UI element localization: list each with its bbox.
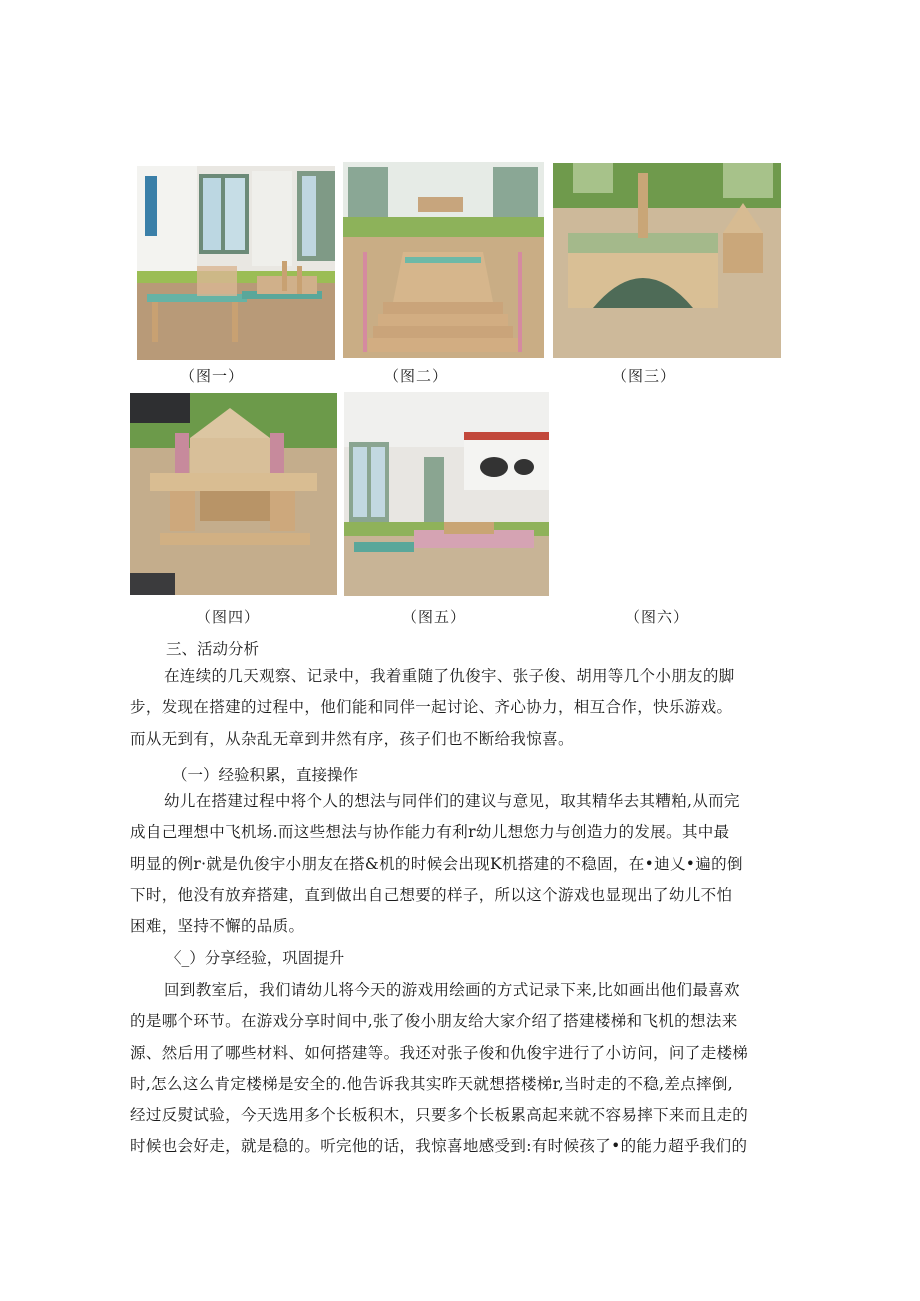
sub2-line: 时候也会好走，就是稳的。听完他的话，我惊喜地感受到:有时候孩了•的能力超乎我们的	[130, 1137, 748, 1156]
sub1-line: 下时，他没有放弃搭建，直到做出自己想要的样子，所以这个游戏也显现出了幼儿不怕	[130, 885, 733, 904]
figure-1-caption: （图一）	[180, 367, 245, 385]
sub1-line: 明显的例r·就是仇俊宇小朋友在搭&机的时候会出现K机搭建的不稳固，在•迪乂•遍的倒	[130, 854, 743, 873]
sub1-line: 成自己理想中飞机场.而这些想法与协作能力有利r幼儿想您力与创造力的发展。其中最	[130, 823, 730, 842]
intro-line: 而从无到有，从杂乱无章到井然有序，孩子们也不断给我惊喜。	[130, 729, 574, 748]
figure-2-caption: （图二）	[384, 367, 449, 385]
figure-1-photo	[137, 166, 335, 360]
figure-4-photo	[130, 393, 337, 595]
figure-2-photo	[343, 162, 544, 358]
intro-paragraph	[130, 661, 795, 755]
sub2-line: 经过反熨试验，今天选用多个长板积木，只要多个长板累高起来就不容易摔下来而且走的	[130, 1106, 749, 1125]
figure-3-photo	[553, 163, 781, 358]
subsection-1-title: （一）经验积累，直接操作	[172, 766, 359, 784]
subsection-2-title: 〈_）分享经验，巩固提升	[166, 949, 345, 967]
sub2-line: 回到教室后，我们请幼儿将今天的游戏用绘画的方式记录下来,比如画出他们最喜欢	[164, 981, 740, 999]
figure-4-caption: （图四）	[196, 608, 261, 626]
sub2-line: 的是哪个环节。在游戏分享时间中,张了俊小朋友给大家介绍了搭建楼梯和飞机的想法来	[130, 1012, 738, 1031]
section-title: 三、活动分析	[166, 640, 260, 658]
subsection-1-paragraph	[130, 786, 795, 942]
figure-6-caption: （图六）	[625, 608, 690, 626]
subsection-2-paragraph	[130, 975, 795, 1163]
sub2-line: 源、然后用了哪些材料、如何搭建等。我还对张子俊和仇俊宇进行了小访问，问了走楼梯	[130, 1043, 749, 1062]
sub1-line: 幼儿在搭建过程中将个人的想法与同伴们的建议与意见，取其精华去其糟粕,从而完	[164, 792, 740, 810]
sub2-line: 时,怎么这么肯定楼梯是安全的.他告诉我其实昨天就想搭楼梯r,当时走的不稳,差点摔倒,	[130, 1074, 734, 1093]
sub1-line: 困难，坚持不懈的品质。	[130, 917, 305, 936]
figure-3-caption: （图三）	[612, 367, 677, 385]
intro-line: 步，发现在搭建的过程中，他们能和同伴一起讨论、齐心协力，相互合作，快乐游戏。	[130, 698, 733, 717]
figure-5-photo	[344, 392, 549, 596]
intro-line: 在连续的几天观察、记录中，我着重随了仇俊宇、张子俊、胡用等几个小朋友的脚	[164, 667, 735, 685]
figure-5-caption: （图五）	[402, 608, 467, 626]
